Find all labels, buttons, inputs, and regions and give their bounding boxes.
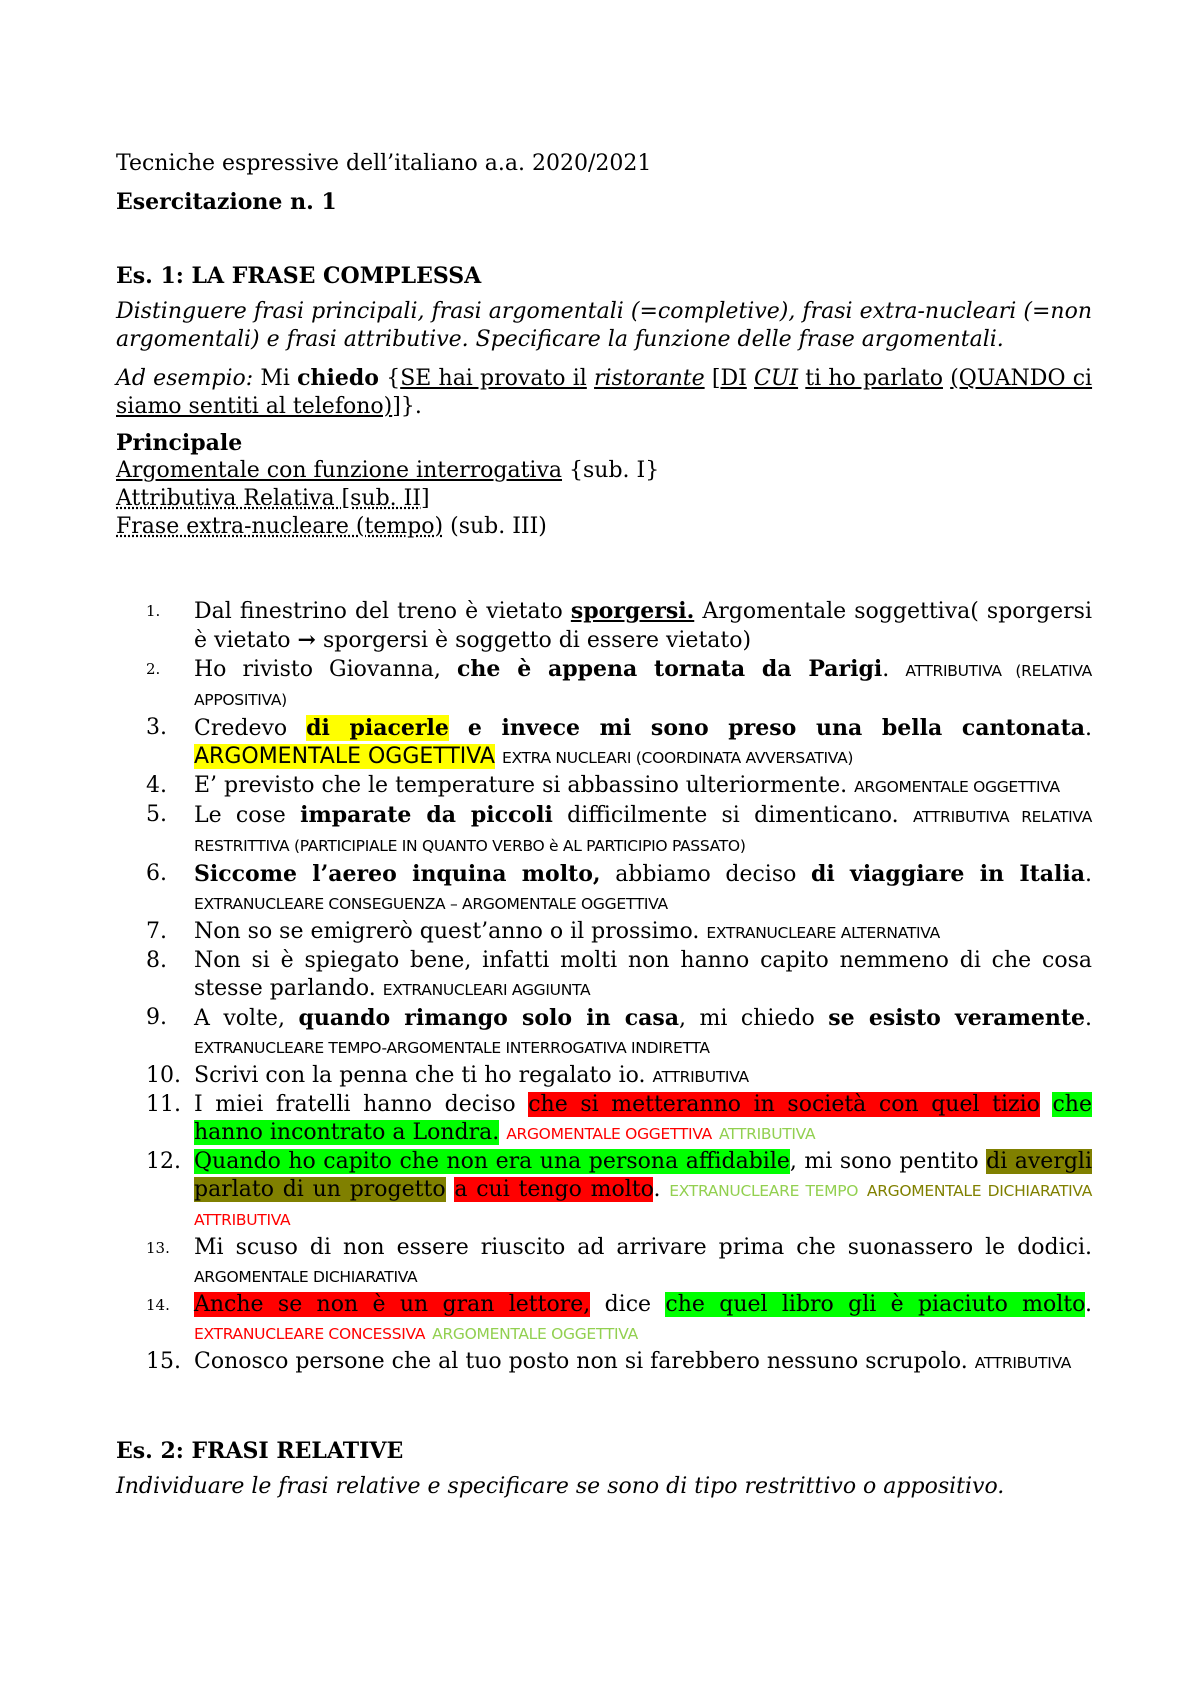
- item-text: quando rimango solo in casa: [298, 1005, 680, 1031]
- list-item: [116, 1234, 1092, 1291]
- item-text: sporgersi è soggetto di essere vietato): [322, 628, 752, 653]
- item-text: Dal finestrino del treno è vietato: [194, 599, 563, 624]
- exercise-title: Esercitazione n. 1: [116, 189, 337, 215]
- item-tag: EXTRANUCLEARE CONSEGUENZA – ARGOMENTALE OGGETTIVA: [194, 895, 668, 913]
- item-tag: ARGOMENTALE OGGETTIVA: [194, 744, 495, 769]
- legend-principale: Principale: [116, 430, 243, 456]
- item-number: 14.: [146, 1296, 170, 1314]
- example-cui: CUI: [754, 366, 799, 391]
- item-text: , mi chiedo: [679, 1006, 815, 1031]
- list-item: [116, 597, 1092, 655]
- item-number: 8.: [146, 948, 167, 973]
- legend-argomentale: Argomentale con funzione interrogativa: [116, 458, 563, 483]
- item-number: 3.: [146, 715, 167, 740]
- legend-extra: Frase extra-nucleare (tempo): [116, 514, 444, 539]
- item-text: se esisto veramente: [828, 1005, 1085, 1031]
- list-item: [116, 714, 1092, 772]
- item-tag: EXTRANUCLEARE ALTERNATIVA: [706, 924, 940, 942]
- item-text: Credevo: [194, 716, 288, 741]
- es2-title: Es. 2: FRASI RELATIVE: [116, 1438, 404, 1464]
- item-tag: ATTRIBUTIVA (RELATIVA APPOSITIVA): [194, 662, 1092, 709]
- item-text: Quando ho capito che non era una persona affidabile: [194, 1149, 790, 1174]
- course-title: Tecniche espressive dell’italiano a.a. 2020/2021: [116, 151, 652, 176]
- example-se: SE hai provato il: [400, 366, 587, 391]
- legend-attributiva-row: [116, 485, 1092, 513]
- item-number: 1.: [146, 602, 161, 620]
- item-text: .: [1085, 716, 1092, 741]
- item-tag: EXTRANUCLEARE TEMPO: [669, 1182, 859, 1200]
- item-tag: ARGOMENTALE OGGETTIVA: [854, 778, 1060, 796]
- item-tag: ARGOMENTALE DICHIARATIVA: [194, 1268, 418, 1286]
- item-text: che è appena tornata da Parigi: [457, 656, 883, 682]
- item-text: di avergli parlato di un progetto: [194, 1149, 1092, 1202]
- item-text: sporgersi.: [570, 598, 695, 624]
- item-text: che quel libro gli è piaciuto molto: [665, 1292, 1086, 1317]
- es2-section: [116, 1437, 1092, 1501]
- item-tag: EXTRANUCLEARE CONCESSIVA: [194, 1325, 426, 1343]
- example-paren: (QUANDO ci siamo sentiti al telefono): [116, 366, 1093, 419]
- list-item: [116, 1062, 1092, 1091]
- es1-instructions: Distinguere frasi principali, frasi argomentali (=completive), frasi extra-nucleari (=non argomentali) e frasi attributive. Specificare la funzione delle frase argomentali.: [116, 299, 1092, 352]
- item-text: .: [840, 773, 848, 798]
- example-brace-open: {: [386, 366, 401, 391]
- item-text: .: [653, 1177, 661, 1202]
- item-text: Le cose: [194, 803, 286, 828]
- item-text: a cui tengo molto: [454, 1177, 654, 1202]
- item-text: difficilmente si dimenticano.: [567, 803, 899, 828]
- item-text: Non so se emigrerò quest’anno o il prossimo.: [194, 919, 700, 944]
- list-item: [116, 801, 1092, 860]
- item-number: 10.: [146, 1063, 181, 1088]
- es2-instructions: Individuare le frasi relative e specificare se sono di tipo restrittivo o appositivo.: [116, 1474, 1005, 1499]
- example-di: DI: [720, 366, 747, 391]
- item-text: .: [1085, 1006, 1092, 1031]
- example-lead: Ad esempio:: [116, 366, 254, 391]
- list-item: [116, 655, 1092, 714]
- item-text: abbiamo deciso: [615, 862, 797, 887]
- legend-argomentale-tag: {sub. I}: [569, 458, 660, 483]
- item-text: che si metteranno in società con quel tizio: [528, 1092, 1040, 1117]
- item-text: dice: [604, 1292, 652, 1317]
- item-text: E’ previsto: [194, 773, 315, 798]
- item-text: Scrivi con la penna che ti ho regalato io.: [194, 1063, 646, 1088]
- list-item: [116, 1148, 1092, 1234]
- item-text: e invece mi sono preso una bella cantonata: [467, 715, 1085, 741]
- arrow-icon: →: [297, 627, 316, 653]
- example-verb: chiedo: [297, 365, 379, 391]
- item-text: I miei fratelli hanno deciso: [194, 1092, 516, 1117]
- legend-extra-row: [116, 513, 1092, 541]
- item-number: 7.: [146, 919, 167, 944]
- item-text: A volte,: [194, 1006, 285, 1031]
- item-text: .: [1085, 862, 1093, 887]
- item-number: 2.: [146, 660, 161, 678]
- list-item: [116, 1004, 1092, 1062]
- example-period: .: [414, 394, 422, 419]
- item-text: .: [882, 657, 890, 682]
- item-text: Argomentale soggettiva( sporgersi è vietato: [194, 599, 1092, 653]
- item-text: , mi sono pentito: [789, 1149, 979, 1174]
- example-ristorante: ristorante: [594, 366, 705, 391]
- legend-argomentale-row: [116, 457, 1092, 485]
- item-tag: EXTRANUCLEARE TEMPO-ARGOMENTALE INTERROGATIVA INDIRETTA: [194, 1039, 710, 1057]
- legend: [116, 429, 1092, 541]
- item-text: imparate da piccoli: [300, 802, 553, 828]
- list-item: [116, 1348, 1092, 1377]
- item-tag: EXTRANUCLEARI AGGIUNTA: [382, 981, 591, 999]
- item-text: Mi scuso di non essere riuscito ad arrivare prima che suonassero le dodici.: [194, 1235, 1092, 1260]
- example-mi: Mi: [260, 366, 290, 391]
- item-number: 11.: [146, 1092, 181, 1117]
- item-number: 4.: [146, 773, 167, 798]
- example-ti: ti ho parlato: [805, 366, 943, 391]
- example-closing: ]}: [392, 394, 415, 419]
- exercise-list: [116, 597, 1092, 1377]
- legend-extra-tag: (sub. III): [450, 514, 547, 539]
- item-text: Conosco persone che al tuo posto non si farebbero nessuno scrupolo.: [194, 1349, 968, 1374]
- item-number: 6.: [146, 861, 167, 886]
- item-number: 9.: [146, 1005, 167, 1030]
- item-tag: ATTRIBUTIVA: [974, 1354, 1072, 1372]
- item-number: 12.: [146, 1149, 181, 1174]
- item-tag: ARGOMENTALE OGGETTIVA: [506, 1125, 712, 1143]
- item-text: di viaggiare in Italia: [811, 861, 1086, 887]
- item-text: Non si è spiegato bene, infatti molti non hanno capito nemmeno di che cosa stesse parlando.: [194, 948, 1092, 1001]
- list-item: [116, 1091, 1092, 1148]
- item-text: Siccome l’aereo inquina molto,: [194, 861, 601, 887]
- list-item: [116, 1291, 1092, 1348]
- legend-attributiva: Attributiva Relativa [sub. II]: [116, 486, 430, 511]
- item-text: che le temperature si abbassino ulteriormente: [321, 773, 841, 798]
- example-bracket-open: [: [711, 366, 721, 391]
- list-item: [116, 947, 1092, 1004]
- item-number: 13.: [146, 1239, 170, 1257]
- item-tag: EXTRA NUCLEARI (COORDINATA AVVERSATIVA): [501, 749, 854, 767]
- item-text: di piacerle: [306, 715, 449, 741]
- list-item: [116, 918, 1092, 947]
- item-tag: ARGOMENTALE DICHIARATIVA: [866, 1182, 1092, 1200]
- item-tag: ATTRIBUTIVA: [652, 1068, 749, 1086]
- item-text: che hanno incontrato a Londra.: [194, 1092, 1092, 1145]
- item-tag: ATTRIBUTIVA RELATIVA RESTRITTIVA (PARTICIPIALE IN QUANTO VERBO è AL PARTICIPIO PASSATO): [194, 808, 1093, 855]
- item-tag: ARGOMENTALE OGGETTIVA: [432, 1325, 638, 1343]
- item-text: Ho rivisto Giovanna,: [194, 657, 441, 682]
- example-sentence: [116, 364, 1092, 421]
- list-item: [116, 860, 1092, 918]
- item-text: .: [1085, 1292, 1093, 1317]
- item-tag: ATTRIBUTIVA: [718, 1125, 816, 1143]
- es1-title: Es. 1: LA FRASE COMPLESSA: [116, 263, 482, 289]
- item-number: 15.: [146, 1349, 181, 1374]
- document-page: [116, 150, 1092, 1511]
- list-item: [116, 772, 1092, 801]
- item-number: 5.: [146, 802, 167, 827]
- item-tag: ATTRIBUTIVA: [194, 1211, 291, 1229]
- item-text: Anche se non è un gran lettore,: [194, 1292, 591, 1317]
